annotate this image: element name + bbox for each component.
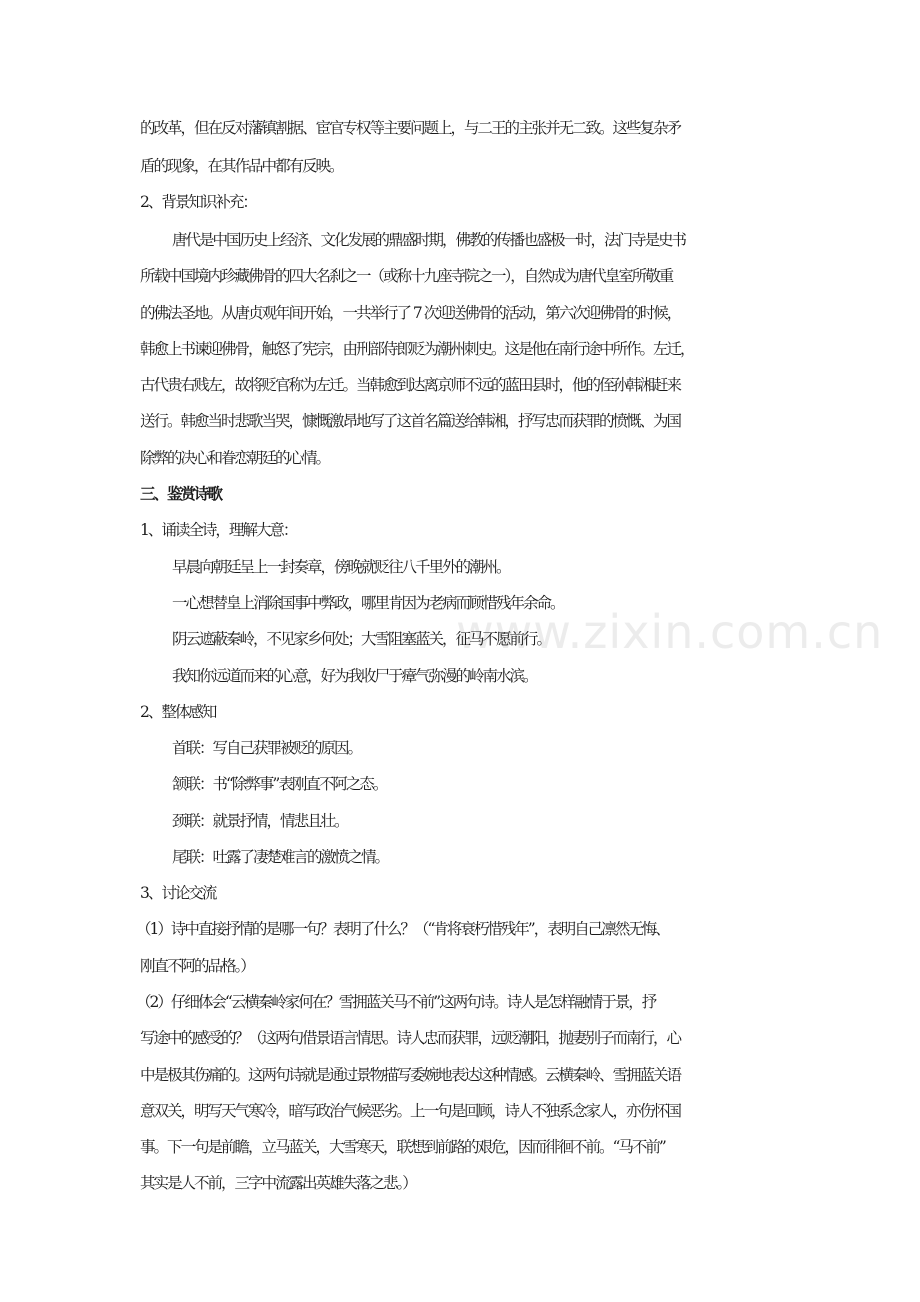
couplet-note: 颈联：就景抒情，情悲且壮。 bbox=[172, 812, 348, 830]
question-line: （1）诗中直接抒情的是哪一句？表明了什么？（“肯将衰朽惜残年”，表明自己凛然无悔、 bbox=[136, 920, 669, 938]
translation-line: 阴云遮蔽秦岭，不见家乡何处；大雪阻塞蓝关，征马不愿前行。 bbox=[172, 630, 551, 648]
translation-line: 我知你远道而来的心意，好为我收尸于瘴气弥漫的岭南水滨。 bbox=[172, 667, 537, 685]
couplet-note: 尾联：吐露了凄楚难言的激愤之情。 bbox=[172, 848, 389, 866]
answer-line: 其实是人不前，三字中流露出英雄失落之悲。） bbox=[140, 1174, 416, 1192]
answer-line: 意双关，明写天气寒冷，暗写政治气候恶劣。上一句是回顾，诗人不独系念家人，亦伤怀国 bbox=[140, 1102, 681, 1120]
answer-line: 事。下一句是前瞻，立马蓝关，大雪寒天，联想到前路的艰危，因而徘徊不前。“马不前” bbox=[140, 1138, 665, 1156]
translation-line: 一心想替皇上消除国事中弊政，哪里肯因为老病而顾惜残年余命。 bbox=[172, 594, 564, 612]
answer-line: 写途中的感受的？（这两句借景语言情思。诗人忠而获罪，远贬潮阳，抛妻别子而南行，心 bbox=[140, 1029, 681, 1047]
question-line: （2）仔细体会“云横秦岭家何在？雪拥蓝关马不前”这两句诗。诗人是怎样融情于景，抒 bbox=[136, 993, 656, 1011]
text-line: 盾的现象，在其作品中都有反映。 bbox=[140, 157, 343, 175]
text-line: 的改革，但在反对藩镇割据、宦官专权等主要问题上，与二王的主张并无二致。这些复杂矛 bbox=[140, 119, 681, 137]
section-subheading: 2、背景知识补充： bbox=[140, 193, 256, 211]
section-subheading: 3、讨论交流 bbox=[140, 884, 216, 902]
translation-line: 早晨向朝廷呈上一封奏章，傍晚就贬往八千里外的潮州。 bbox=[172, 558, 510, 576]
section-heading: 三、鉴赏诗歌 bbox=[140, 484, 222, 503]
text-line: 的佛法圣地。从唐贞观年间开始，一共举行了 7 次迎送佛骨的活动，第六次迎佛骨的时候， bbox=[140, 304, 681, 322]
watermark: www.zixin.com.cn bbox=[456, 605, 884, 659]
text-line: 除弊的决心和眷恋朝廷的心情。 bbox=[140, 449, 330, 467]
text-line: 韩愈上书谏迎佛骨，触怒了宪宗，由刑部侍郎贬为潮州刺史。这是他在南行途中所作。左迁， bbox=[140, 340, 694, 358]
answer-line: 中是极其伤痛的。这两句诗就是通过景物描写委婉地表达这种情感。云横秦岭、雪拥蓝关语 bbox=[140, 1066, 681, 1084]
section-subheading: 1、诵读全诗，理解大意： bbox=[140, 521, 297, 539]
couplet-note: 首联：写自己获罪被贬的原因。 bbox=[172, 739, 362, 757]
couplet-note: 颔联：书“除弊事”表刚直不阿之态。 bbox=[172, 775, 387, 793]
text-line: 古代贵右贱左，故将贬官称为左迁。当韩愈到达离京师不远的蓝田县时，他的侄孙韩湘赶来 bbox=[140, 376, 681, 394]
section-subheading: 2、整体感知 bbox=[140, 703, 216, 721]
question-line: 刚直不阿的品格。） bbox=[140, 957, 254, 975]
paragraph-first-line: 唐代是中国历史上经济、文化发展的鼎盛时期，佛教的传播也盛极一时，法门寺是史书 bbox=[172, 231, 686, 249]
text-line: 送行。韩愈当时悲歌当哭，慷慨激昂地写了这首名篇送给韩湘，抒写忠而获罪的愤慨、为国 bbox=[140, 412, 681, 430]
text-line: 所载中国境内珍藏佛骨的四大名刹之一（或称十九座寺院之一），自然成为唐代皇室所敬重 bbox=[140, 267, 673, 285]
